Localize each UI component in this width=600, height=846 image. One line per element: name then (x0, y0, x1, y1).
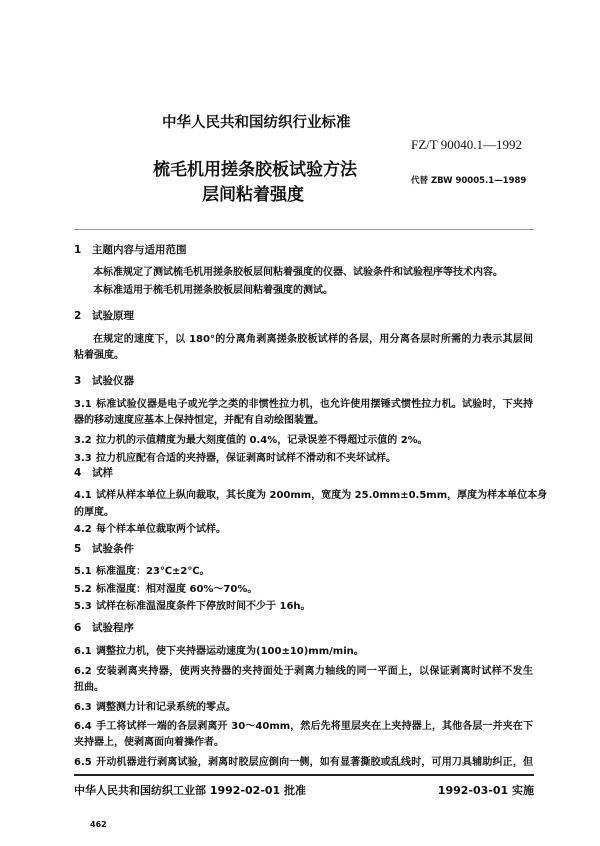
clause-6-4-cont: 夹持器上，使剥离面向着操作者。 (74, 737, 224, 748)
clause-6-4: 6.4 手工将试样一端的各层剥离开 30～40mm，然后先将里层夹在上夹持器上，其他各层一并夹在下 (74, 721, 533, 732)
header-divider (74, 229, 534, 230)
section-2-heading: 2 试验原理 (74, 310, 134, 322)
replaces-note: 代替 ZBW 90005.1—1989 (411, 176, 527, 186)
page-number: 462 (90, 820, 107, 829)
effective-date: 1992-03-01 实施 (437, 784, 534, 797)
section-4-heading: 4 试样 (74, 467, 113, 479)
clause-3-2: 3.2 拉力机的示值精度为最大刻度值的 0.4%，记录误差不得超过示值的 2%。 (74, 435, 428, 446)
section-1-heading: 1 主题内容与适用范围 (74, 244, 187, 256)
doc-subtitle: 层间粘着强度 (202, 185, 304, 205)
section-5-heading: 5 试验条件 (74, 543, 134, 555)
paragraph: 在规定的速度下，以 180°的分离角剥离搓条胶板试样的各层，用分离各层时所需的力表示其层间 (93, 334, 533, 345)
section-6-heading: 6 试验程序 (74, 622, 134, 634)
paragraph: 本标准适用于梳毛机用搓条胶板层间粘着强度的测试。 (93, 285, 333, 296)
issuing-body: 中华人民共和国纺织行业标准 (162, 115, 351, 131)
footer-divider (74, 774, 534, 776)
clause-6-5: 6.5 开动机器进行剥离试验，剥离时胶层应倒向一侧，如有显著撕胶或乱线时，可用刀具辅助纠正，但 (74, 757, 533, 768)
paragraph: 粘着强度。 (74, 350, 124, 361)
clause-5-1: 5.1 标准温度：23℃±2℃。 (74, 566, 210, 577)
clause-6-3: 6.3 调整测力计和记录系统的零点。 (74, 702, 236, 713)
clause-6-2-cont: 扭曲。 (74, 682, 104, 693)
clause-4-1-cont: 的厚度。 (74, 507, 114, 518)
clause-3-3: 3.3 拉力机应配有合适的夹持器，保证剥离时试样不滑动和不夹坏试样。 (74, 453, 396, 464)
clause-3-1-cont: 器的移动速度应基本上保持恒定，并配有自动绘图装置。 (74, 415, 324, 426)
paragraph: 本标准规定了测试梳毛机用搓条胶板层间粘着强度的仪器、试验条件和试验程序等技术内容。 (93, 267, 503, 278)
standard-code: FZ/T 90040.1—1992 (411, 137, 522, 152)
clause-4-2: 4.2 每个样本单位裁取两个试样。 (74, 524, 226, 535)
clause-5-2: 5.2 标准湿度：相对湿度 60%～70%。 (74, 584, 258, 595)
doc-title: 梳毛机用搓条胶板试验方法 (153, 160, 357, 180)
clause-6-2: 6.2 安装剥离夹持器，使两夹持器的夹持面处于剥离力轴线的同一平面上，以保证剥离时试样不发生 (74, 666, 533, 677)
clause-6-1: 6.1 调整拉力机，使下夹持器运动速度为(100±10)mm/min。 (74, 646, 364, 657)
clause-5-3: 5.3 试样在标准温湿度条件下停放时间不少于 16h。 (74, 601, 311, 612)
clause-4-1: 4.1 试样从样本单位上纵向裁取，其长度为 200mm，宽度为 25.0mm±0.5mm，厚度为样本单位本身 (74, 490, 548, 501)
approval-line: 中华人民共和国纺织工业部 1992-02-01 批准 (74, 784, 307, 797)
section-3-heading: 3 试验仪器 (74, 375, 134, 387)
clause-3-1: 3.1 标准试验仪器是电子或光学之类的非惯性拉力机，也允许使用摆锤式惯性拉力机。试验时，下夹持 (74, 399, 533, 410)
